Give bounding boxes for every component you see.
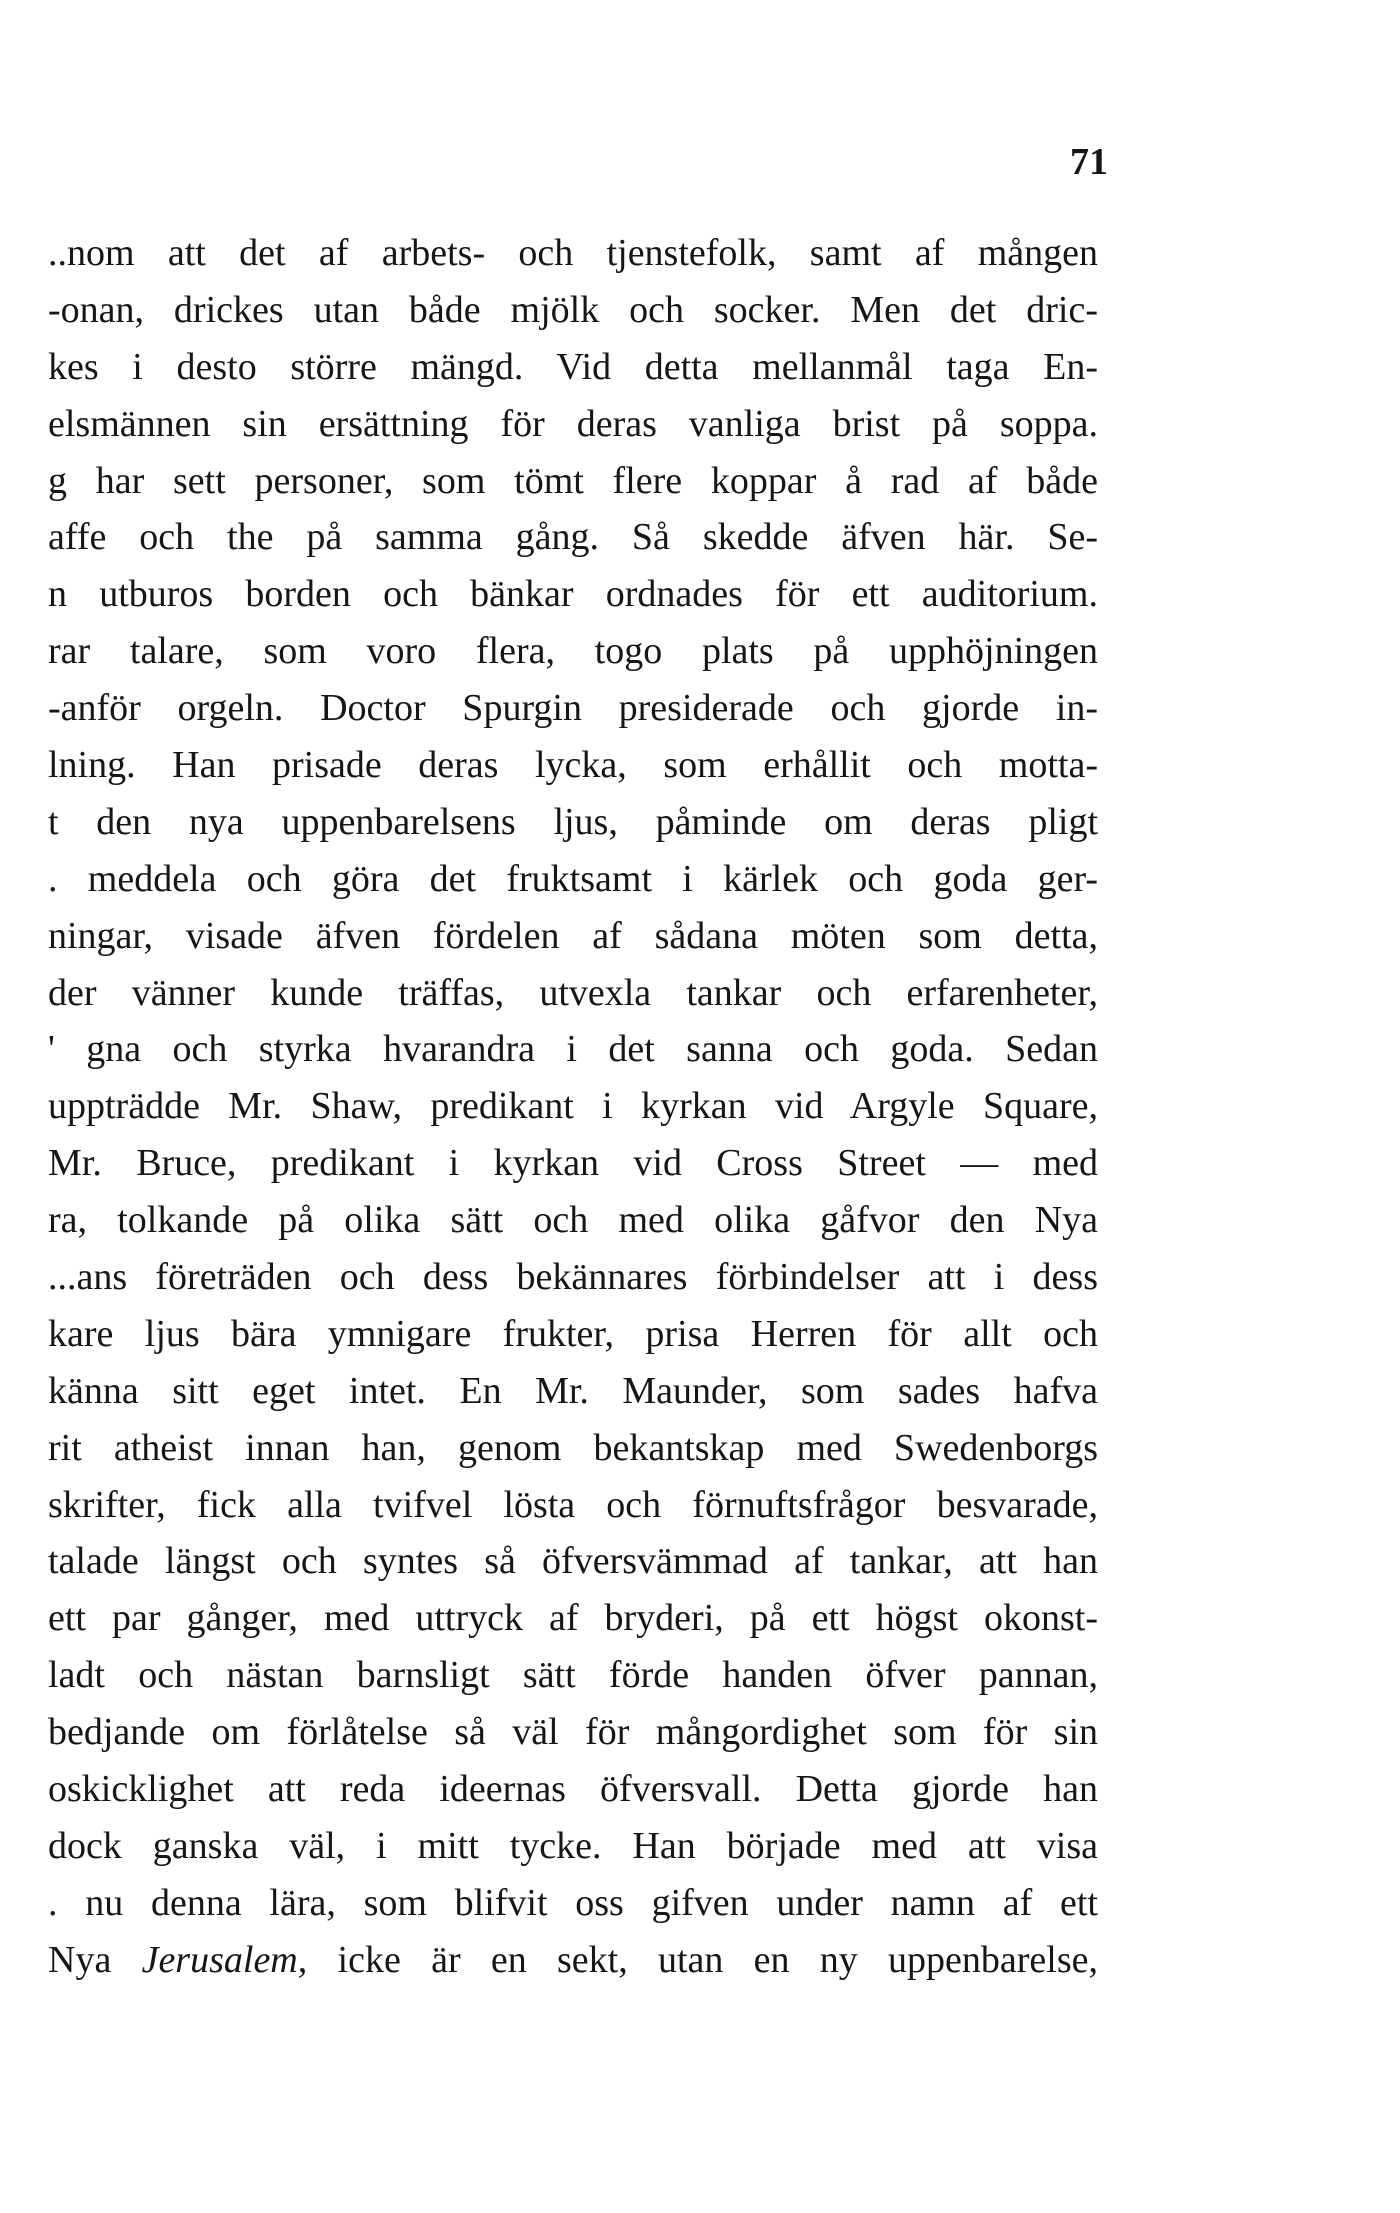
text-line: kes i desto större mängd. Vid detta mellanmål taga En-	[48, 345, 1098, 388]
text-line: ..nom att det af arbets- och tjenstefolk, samt af mången	[48, 232, 1098, 274]
body-text	[48, 225, 1098, 1989]
text-line: g har sett personer, som tömt flere koppar å rad af både	[48, 459, 1098, 502]
text-line: uppträdde Mr. Shaw, predikant i kyrkan vid Argyle Square,	[48, 1085, 1098, 1128]
text-line: ' gna och styrka hvarandra i det sanna och goda. Sedan	[48, 1028, 1098, 1071]
text-line: rit atheist innan han, genom bekantskap med Swedenborgs	[48, 1426, 1098, 1469]
text-line: oskicklighet att reda ideernas öfversvall. Detta gjorde han	[48, 1768, 1098, 1811]
text-line: n utburos borden och bänkar ordnades för ett auditorium.	[48, 573, 1098, 616]
text-line: talade längst och syntes så öfversvämmad af tankar, att han	[48, 1540, 1098, 1583]
text-line: känna sitt eget intet. En Mr. Maunder, som sades hafva	[48, 1369, 1098, 1412]
text-line: ett par gånger, med uttryck af bryderi, på ett högst okonst-	[48, 1597, 1098, 1640]
text-line: ...ans företräden och dess bekännares förbindelser att i dess	[48, 1256, 1098, 1299]
text-line: . nu denna lära, som blifvit oss gifven under namn af ett	[48, 1881, 1098, 1924]
text-line: -anför orgeln. Doctor Spurgin presiderade och gjorde in-	[48, 687, 1098, 730]
text-line: affe och the på samma gång. Så skedde äfven här. Se-	[48, 516, 1098, 559]
text-line: lning. Han prisade deras lycka, som erhållit och motta-	[48, 744, 1098, 787]
page-number: 71	[1070, 141, 1108, 183]
text-line: -onan, drickes utan både mjölk och socker. Men det dric-	[48, 288, 1098, 331]
line-tail: icke är en sekt, utan en ny uppenbarelse,	[307, 1938, 1098, 1981]
text-line: elsmännen sin ersättning för deras vanliga brist på soppa.	[48, 402, 1098, 445]
text-line: ningar, visade äfven fördelen af sådana möten som detta,	[48, 914, 1098, 957]
text-line: der vänner kunde träffas, utvexla tankar och erfarenheter,	[48, 971, 1098, 1014]
text-line: t den nya uppenbarelsens ljus, påminde om deras pligt	[48, 800, 1098, 843]
text-line: ra, tolkande på olika sätt och med olika gåfvor den Nya	[48, 1199, 1098, 1242]
text-line: ladt och nästan barnsligt sätt förde handen öfver pannan,	[48, 1654, 1098, 1697]
text-line: bedjande om förlåtelse så väl för mångordighet som för sin	[48, 1711, 1098, 1754]
text-line: Mr. Bruce, predikant i kyrkan vid Cross Street — med	[48, 1142, 1098, 1185]
text-line: dock ganska väl, i mitt tycke. Han började med att visa	[48, 1824, 1098, 1867]
text-line: kare ljus bära ymnigare frukter, prisa Herren för allt och	[48, 1312, 1098, 1355]
italic-term: Jerusalem,	[141, 1938, 308, 1981]
text-line: . meddela och göra det fruktsamt i kärlek och goda ger-	[48, 857, 1098, 900]
text-line: skrifter, fick alla tvifvel lösta och förnuftsfrågor besvarade,	[48, 1483, 1098, 1526]
text-line: rar talare, som voro flera, togo plats på upphöjningen	[48, 630, 1098, 673]
line-lead: Nya	[48, 1938, 142, 1981]
text-line-last	[48, 1932, 1098, 1989]
